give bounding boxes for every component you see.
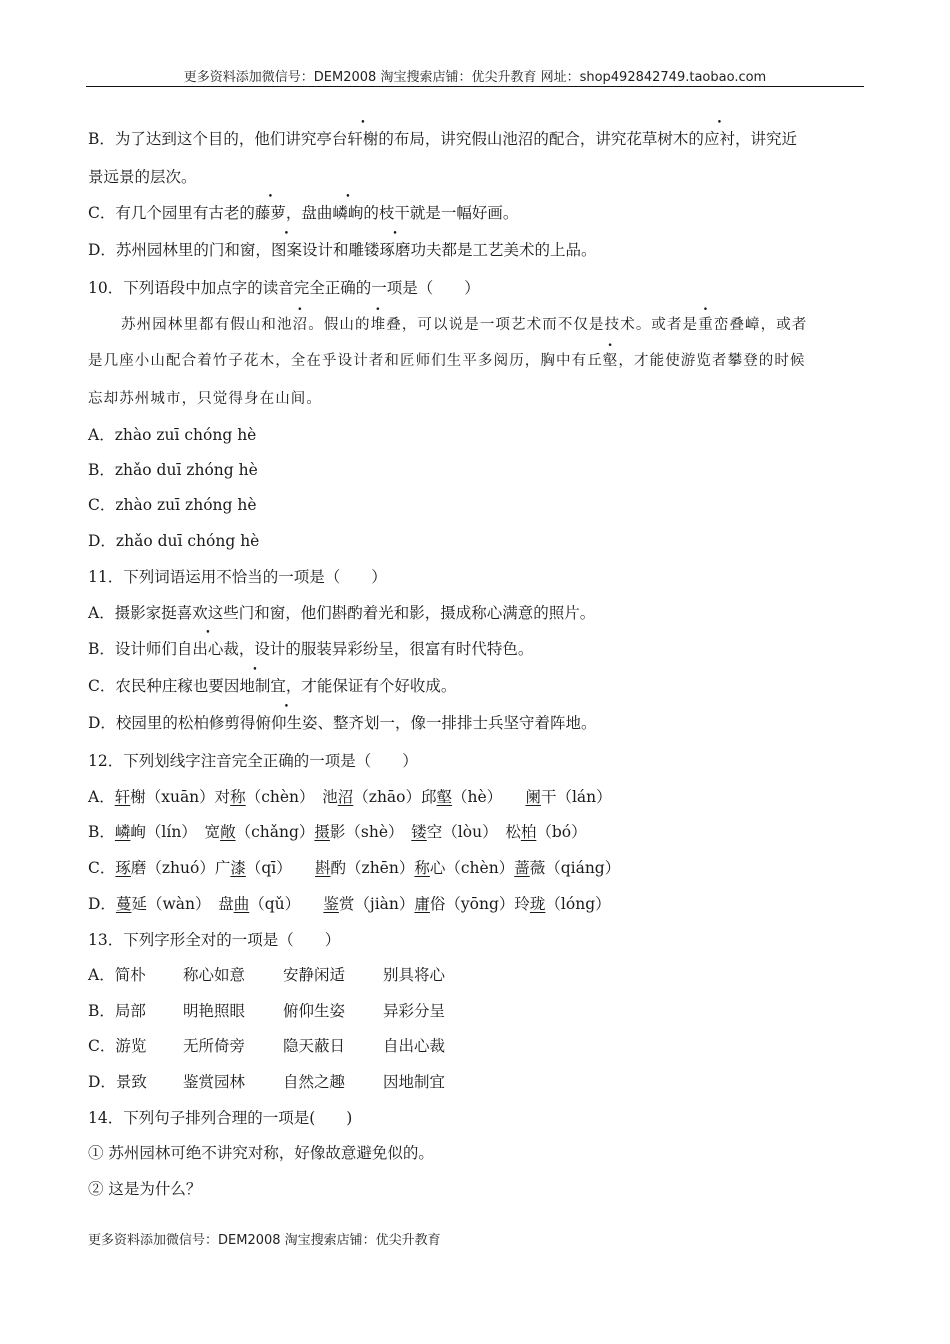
q9-option-b (88, 129, 797, 149)
q12-c-text-3: 酌（zhēn） (330, 859, 415, 877)
q12-a-text-2: （chèn） 池 (245, 788, 338, 806)
q14-sentence-1: ① 苏州园林可绝不讲究对称，好像故意避免似的。 (88, 1144, 434, 1162)
q12-d-underlined-1: 蔓 (115, 895, 132, 913)
q12-b-text-5: （bó） (536, 823, 587, 841)
header-divider (86, 86, 864, 87)
q10-p1-dotted-3: 重 (698, 317, 714, 333)
q9-c-dotted-2: 嶙峋 (332, 204, 364, 222)
q12-c-label: C． (88, 859, 116, 877)
q11-option-d (88, 713, 596, 733)
q13-c-word-1: C．游览 (88, 1037, 147, 1055)
q10-p1-text-3: 叠，可以说是一项艺术而不仅是技术。或者是 (386, 317, 699, 333)
q10-p1-dotted-2: 堆 (370, 317, 387, 333)
q9-d-text-3: 功夫都是工艺美术的上品。 (410, 241, 597, 259)
page-header: 更多资料添加微信号：DEM2008 淘宝搜索店铺：优尖升教育 网址：shop492842749.taobao.com (183, 70, 767, 85)
q13-option-a (88, 965, 445, 985)
q13-a-word-1: A．简朴 (88, 966, 146, 984)
q14-sentence-2: ② 这是为什么？ (88, 1180, 202, 1198)
q12-d-underlined-2: 曲 (233, 895, 250, 913)
q12-a-text-3: （zhāo）邱 (353, 788, 437, 806)
q13-b-word-1: B．局部 (88, 1002, 146, 1020)
q10-option-c: C．zhào zuī zhóng hè (88, 496, 257, 514)
q12-c-underlined-4: 称 (414, 859, 430, 877)
q14-stem: 14．下列句子排列合理的一项是( ) (88, 1109, 353, 1127)
q12-c-text-5: 薇（qiáng） (529, 859, 621, 877)
q9-b-dotted-1: 轩榭 (347, 130, 379, 148)
q13-a-word-2: 称心如意 (183, 966, 246, 984)
q11-option-b (88, 639, 533, 659)
q9-b-text: B．为了达到这个目的，他们讲究亭台 (88, 130, 348, 148)
q12-b-underlined-3: 摄 (314, 823, 330, 841)
q11-option-a: A．摄影家挺喜欢这些门和窗，他们斟酌着光和影，摄成称心满意的照片。 (88, 604, 596, 622)
q11-b-text: B．设计师们 (88, 640, 177, 658)
q12-d-underlined-5: 珑 (529, 895, 546, 913)
q11-b-dotted: 自出心裁 (176, 640, 239, 658)
q9-c-text-2: ，盘曲 (285, 204, 333, 222)
q9-c-text-3: 的枝干就是一幅好画。 (363, 204, 519, 222)
q13-option-c (88, 1036, 445, 1056)
q12-d-underlined-3: 鉴 (323, 895, 339, 913)
q13-a-word-3: 安静闲适 (283, 966, 346, 984)
q12-b-underlined-1: 嶙 (114, 823, 131, 841)
q12-option-a (88, 787, 612, 807)
q11-stem: 11．下列词语运用不恰当的一项是（ ） (88, 568, 387, 586)
page-footer: 更多资料添加微信号：DEM2008 淘宝搜索店铺：优尖升教育 (88, 1233, 441, 1248)
q13-b-word-3: 俯仰生姿 (283, 1002, 346, 1020)
q12-a-text-4: （hè） (452, 788, 526, 806)
q10-option-a: A．zhào zuī chóng hè (88, 426, 257, 444)
q10-passage-line-1 (121, 315, 807, 335)
q11-b-text-2: ，设计的服装异彩纷呈，很富有时代特色。 (238, 640, 534, 658)
q10-option-d: D．zhǎo duī chóng hè (88, 532, 260, 550)
q10-p1-dotted-1: 沼 (292, 317, 309, 333)
q9-d-text-2: 设计和雕镂 (301, 241, 380, 259)
q13-d-word-3: 自然之趣 (283, 1073, 346, 1091)
q13-a-word-4: 别具将心 (383, 966, 446, 984)
q12-option-b (88, 822, 587, 842)
q12-d-text-3: 赏（jiàn） (338, 895, 415, 913)
q12-a-underlined-4: 壑 (436, 788, 453, 806)
q12-a-underlined-2: 称 (230, 788, 246, 806)
q11-d-text-2: 、整齐划一，像一排排士兵坚守着阵地。 (317, 714, 597, 732)
q13-option-d (88, 1072, 445, 1092)
q9-c-dotted-1: 藤萝 (254, 204, 286, 222)
q11-c-text-2: ，才能保证有个好收成。 (285, 677, 457, 695)
q12-b-text-1: 峋（lín） 宽 (130, 823, 221, 841)
q10-passage-line-3: 忘却苏州城市，只觉得身在山间。 (88, 391, 322, 407)
q12-d-text-2: （qǔ） (249, 895, 324, 913)
q10-p1-text: 苏州园林里都有假山和池 (121, 317, 293, 333)
q13-b-word-2: 明艳照眼 (183, 1002, 246, 1020)
q9-option-b-cont: 景远景的层次。 (88, 168, 197, 186)
q10-option-b: B．zhǎo duī zhóng hè (88, 461, 258, 479)
q12-d-text-4: 俗（yōng）玲 (429, 895, 530, 913)
q11-c-text: C．农民种庄稼也要 (88, 677, 224, 695)
q12-c-text-2: （qī） (245, 859, 316, 877)
q12-c-underlined-1: 琢 (115, 859, 131, 877)
q9-b-text-3: ，讲究近 (734, 130, 797, 148)
q12-c-underlined-5: 蔷 (514, 859, 530, 877)
q10-p2-text-2: ，才能使游览者攀登的时候 (618, 353, 806, 369)
q12-a-text-1: 榭（xuān）对 (130, 788, 231, 806)
q13-b-word-4: 异彩分呈 (383, 1002, 446, 1020)
q9-c-text: C．有几个园里有古老的 (88, 204, 255, 222)
q12-a-underlined-3: 沼 (337, 788, 354, 806)
q9-option-c (88, 203, 518, 223)
q11-option-c (88, 676, 456, 696)
q12-b-text-3: 影（shè） (329, 823, 412, 841)
q12-b-label: B． (88, 823, 115, 841)
q10-p1-text-2: 。假山的 (308, 317, 371, 333)
q12-option-c (88, 858, 620, 878)
q11-c-dotted: 因地制宜 (223, 677, 286, 695)
q13-c-word-4: 自出心裁 (383, 1037, 446, 1055)
q12-stem: 12．下列划线字注音完全正确的一项是（ ） (88, 752, 418, 770)
q12-c-text-1: 磨（zhuó）广 (130, 859, 231, 877)
q9-b-text-2: 的布局，讲究假山池沼的配合，讲究花草树木的 (378, 130, 704, 148)
q12-c-underlined-2: 漆 (230, 859, 246, 877)
q10-p2-dotted-1: 壑 (602, 353, 619, 369)
q9-d-dotted-1: 图案 (270, 241, 302, 259)
q12-c-underlined-3: 斟 (315, 859, 331, 877)
q10-stem: 10．下列语段中加点字的读音完全正确的一项是（ ） (88, 279, 480, 297)
q13-c-word-3: 隐天蔽日 (283, 1037, 346, 1055)
q13-d-word-4: 因地制宜 (383, 1073, 446, 1091)
q12-a-underlined-5: 阑 (525, 788, 541, 806)
q12-d-label: D． (88, 895, 116, 913)
q12-b-underlined-5: 柏 (520, 823, 537, 841)
q12-d-text-1: 延（wàn） 盘 (131, 895, 234, 913)
q12-a-text-5: 干（lán） (540, 788, 612, 806)
q12-b-text-4: 空（lòu） 松 (426, 823, 521, 841)
q9-d-text: D．苏州园林里的门和窗， (88, 241, 271, 259)
q11-d-dotted: 俯仰生姿 (255, 714, 318, 732)
q12-a-underlined-1: 轩 (114, 788, 131, 806)
q12-b-underlined-4: 镂 (411, 823, 427, 841)
q12-b-underlined-2: 敞 (220, 823, 236, 841)
q13-option-b (88, 1001, 445, 1021)
q12-d-underlined-4: 庸 (414, 895, 430, 913)
q12-option-d (88, 894, 611, 914)
q9-option-d (88, 240, 597, 260)
q13-d-word-2: 鉴赏园林 (183, 1073, 246, 1091)
q13-c-word-2: 无所倚旁 (183, 1037, 246, 1055)
q10-passage-line-2 (88, 351, 806, 371)
q12-b-text-2: （chǎng） (235, 823, 315, 841)
q11-d-text: D．校园里的松柏修剪得 (88, 714, 256, 732)
q12-a-label: A． (88, 788, 115, 806)
q10-p2-text: 是几座小山配合着竹子花木，全在乎设计者和匠师们生平多阅历，胸中有丘 (88, 353, 603, 369)
q12-c-text-4: 心（chèn） (429, 859, 515, 877)
q13-d-word-1: D．景致 (88, 1073, 147, 1091)
q10-p1-text-4: 峦叠嶂，或者 (713, 317, 808, 333)
q13-stem: 13．下列字形全对的一项是（ ） (88, 931, 341, 949)
q12-d-text-5: （lóng） (545, 895, 611, 913)
q9-b-dotted-2: 应衬 (703, 130, 735, 148)
q9-d-dotted-2: 琢磨 (379, 241, 411, 259)
